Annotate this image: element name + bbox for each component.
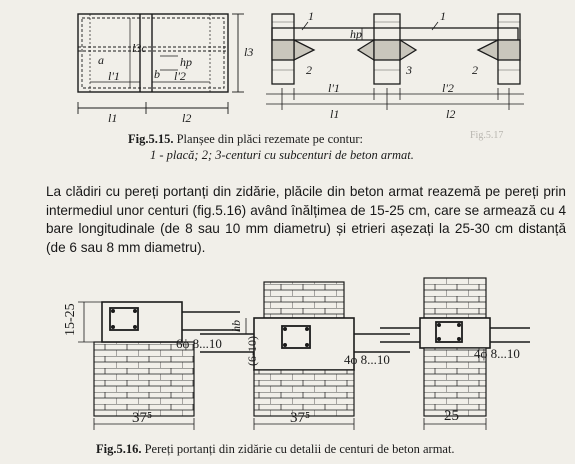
section-label-2b: 2 [472, 63, 478, 77]
section-label-2a: 2 [306, 63, 312, 77]
bleed-through-text: Fig.5.17 [470, 130, 504, 141]
plan-label-l3c: l3c [132, 41, 147, 55]
fig516-right-rebar: 4ϕ 8...10 [474, 346, 520, 361]
fig515-plan-drawing [60, 0, 260, 128]
fig515-section-drawing [262, 0, 542, 128]
fig515-caption-line2 [150, 148, 414, 163]
fig515-caption-legend: 1 - placă; 2; 3-centuri cu subcenturi de beton armat. [150, 148, 414, 162]
fig516-caption-title: Fig.5.16. [96, 442, 142, 456]
plan-label-l1p: l'1 [108, 69, 120, 83]
fig516-left-height: 15-25 [63, 303, 78, 336]
fig516-middle-width: 37⁵ [290, 410, 311, 426]
section-label-l1: l1 [330, 107, 340, 121]
fig516-middle-hb: hb [229, 320, 243, 332]
section-label-l2: l2 [446, 107, 456, 121]
fig516-left-width: 37⁵ [132, 410, 153, 426]
section-label-l1p: l'1 [328, 81, 340, 95]
fig516-left-rebar: 6ϕ 8...10 [176, 336, 222, 351]
fig516-left-wall [78, 302, 240, 430]
fig516-caption [96, 442, 455, 457]
plan-label-l1: l1 [108, 111, 118, 125]
plan-label-b: b [154, 67, 160, 81]
fig515-caption-text: Planșee din plăci rezemate pe contur: [173, 132, 363, 146]
plan-label-l3: l3 [244, 45, 254, 59]
fig516-drawing [50, 272, 570, 436]
section-label-l2p: l'2 [442, 81, 454, 95]
fig515-caption [128, 132, 363, 147]
plan-label-hp: hp [180, 55, 192, 69]
section-label-hp: hp [350, 27, 362, 41]
fig516-right-width: 25 [444, 408, 459, 424]
section-label-3: 3 [406, 63, 412, 77]
plan-label-l2p: l'2 [174, 69, 186, 83]
section-label-1a: 1 [308, 9, 314, 23]
plan-label-l2: l2 [182, 111, 192, 125]
body-paragraph: La clădiri cu pereți portanți din zidărie, plăcile din beton armat reazemă pe pereți prin intermediul unor centuri (fig.5.16) având înălțimea de 15-25 cm, care se armează cu 4 bare longitudinale (de 8 sau 10 mm diametru) și etrieri așezați la 25-30 cm distanță (de 6 sau 8 mm diametru). [46, 184, 566, 255]
fig516-caption-text: Pereți portanți din zidărie cu detalii de centuri de beton armat. [141, 442, 455, 456]
fig516-middle-range: (6-10) [245, 336, 259, 366]
fig516-middle-rebar: 4ϕ 8...10 [344, 352, 390, 367]
section-label-1b: 1 [440, 9, 446, 23]
fig515-caption-title: Fig.5.15. [128, 132, 174, 146]
plan-label-a: a [98, 53, 104, 67]
